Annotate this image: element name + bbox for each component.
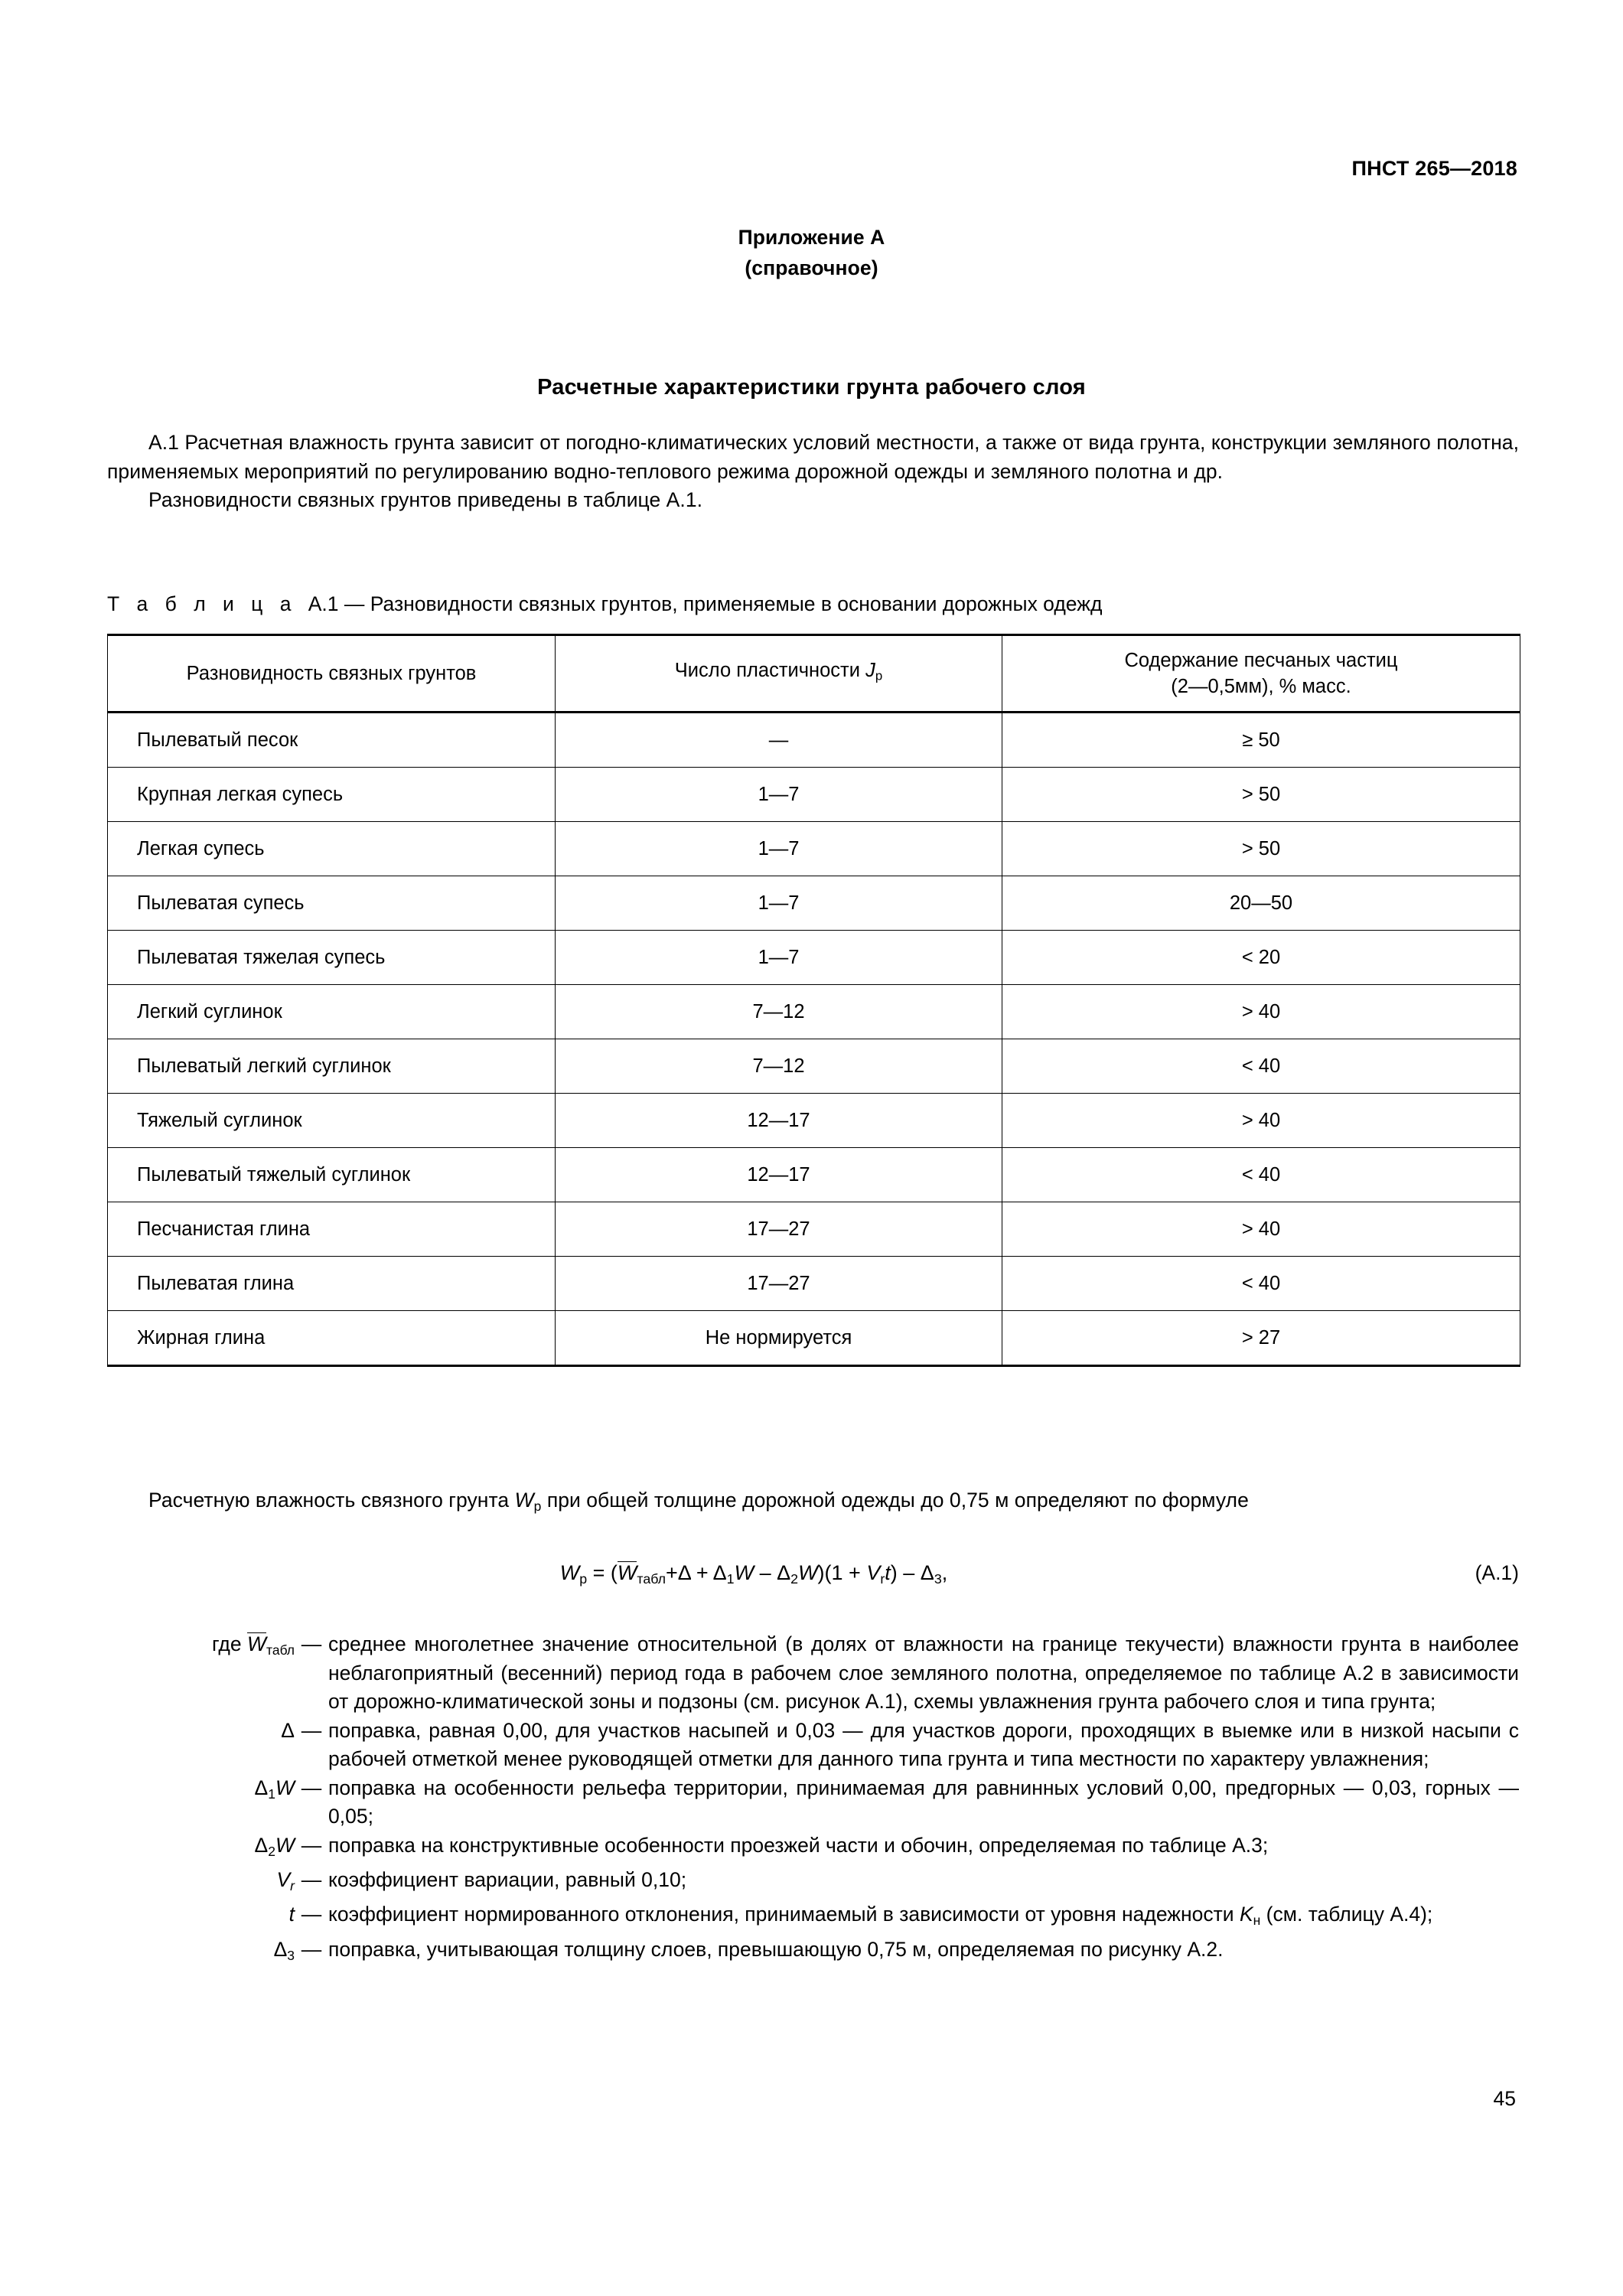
running-header: ПНСТ 265—2018	[1351, 157, 1517, 180]
definition-term: $\Delta_2W$	[254, 1833, 295, 1859]
table-row	[108, 931, 1520, 985]
definition-term: где $W_{табл}$	[211, 1632, 295, 1658]
table-row	[108, 985, 1520, 1039]
formula-minus: – Δ	[754, 1561, 791, 1584]
formula-close: )(1 +	[817, 1561, 867, 1584]
formula-lhs-var: W	[559, 1561, 580, 1584]
cell-soil-type: Тяжелый суглинок	[108, 1094, 556, 1148]
w-symbol: W	[514, 1489, 534, 1512]
formula-v-sub: r	[880, 1570, 885, 1587]
formula-sub3: 3	[934, 1570, 942, 1587]
cell-soil-type: Пылеватый легкий суглинок	[108, 1039, 556, 1094]
formula-tail: ) – Δ	[890, 1561, 934, 1584]
after-table-part1: Расчетную влажность связного грунта	[148, 1489, 515, 1512]
formula-t-var: t	[885, 1561, 891, 1584]
cell-plasticity: —	[556, 713, 1002, 768]
cell-soil-type: Пылеватая тяжелая супесь	[108, 931, 556, 985]
table-caption-rest: А.1 — Разновидности связных грунтов, применяемые в основании дорожных одежд	[308, 592, 1103, 615]
cell-plasticity: 17—27	[556, 1257, 1002, 1311]
annex-label: Приложение А	[738, 226, 885, 249]
formula-comma: ,	[941, 1561, 948, 1584]
plasticity-symbol-subscript: p	[875, 668, 883, 683]
table-row	[108, 768, 1520, 822]
column-header-sand-line2: (2—0,5мм), % масс.	[1171, 676, 1351, 697]
formula-w2: W	[798, 1561, 818, 1584]
cell-soil-type: Пылеватый тяжелый суглинок	[108, 1148, 556, 1202]
definition-item	[107, 1900, 1519, 1935]
definition-text: поправка, равная 0,00, для участков насыпей и 0,03 — для участков дороги, проходящих в выемке или в низкой насыпи с рабочей отметкой менее руководящей отметки для данного типа грунта и типа местности по характеру увлажнения;	[328, 1718, 1519, 1770]
definition-term: $\Delta_1W$	[254, 1776, 295, 1802]
after-table-part2: при общей толщине дорожной одежды до 0,75 м определяют по формуле	[541, 1489, 1249, 1512]
formula-sub2: 2	[790, 1570, 799, 1587]
definition-lead-word: где	[211, 1632, 242, 1655]
annex-kind: (справочное)	[745, 256, 878, 279]
definition-text: коэффициент вариации, равный 0,10;	[328, 1867, 687, 1891]
column-header-plasticity-text: Число пластичности	[674, 660, 860, 682]
definition-text: поправка на особенности рельефа территории, принимаемая для равнинных условий 0,00, предгорных — 0,03, горных — 0,05;	[328, 1776, 1519, 1828]
k-symbol-subscript: н	[1253, 1913, 1261, 1929]
definition-text: поправка, учитывающая толщину слоев, превышающую 0,75 м, определяемая по рисунку А.2.	[328, 1937, 1224, 1961]
cell-plasticity: 7—12	[556, 1039, 1002, 1094]
intro-section	[107, 429, 1519, 515]
column-header-soil-type: Разновидность связных грунтов	[108, 635, 556, 713]
cell-sand: < 20	[1002, 931, 1520, 985]
column-header-sand-content	[1002, 635, 1520, 713]
after-table-section	[107, 1486, 1519, 1521]
definition-dash: —	[301, 1903, 322, 1926]
plasticity-symbol: J	[865, 660, 875, 682]
cell-soil-type: Пылеватая глина	[108, 1257, 556, 1311]
cell-sand: 20—50	[1002, 876, 1520, 931]
cell-sand: < 40	[1002, 1148, 1520, 1202]
definition-term: $\Delta_3$	[273, 1937, 295, 1963]
definition-term: Δ	[281, 1718, 295, 1742]
cell-soil-type: Крупная легкая супесь	[108, 768, 556, 822]
annex-heading-block	[0, 222, 1623, 283]
cell-plasticity: 1—7	[556, 876, 1002, 931]
cell-soil-type: Песчанистая глина	[108, 1202, 556, 1257]
definition-dash: —	[301, 1776, 322, 1799]
cell-sand: > 50	[1002, 768, 1520, 822]
definition-text: среднее многолетнее значение относительной (в долях от влажности на границе текучести) влажности грунта в наиболее неблагоприятный (весенний) период года в рабочем слое земляного полотна, определяемое по таблице А.2 в зависимости от дорожно-климатической зоны и подзоны (см. рисунок А.1), схемы увлажнения грунта рабочего слоя и типа грунта;	[328, 1632, 1519, 1713]
definition-item	[107, 1717, 1519, 1774]
table-row	[108, 822, 1520, 876]
cell-sand: > 40	[1002, 985, 1520, 1039]
formula-wtabl-var: W	[617, 1561, 637, 1584]
cell-sand: > 27	[1002, 1311, 1520, 1366]
formula-mid1: +Δ + Δ	[666, 1561, 727, 1584]
table-row	[108, 1202, 1520, 1257]
definition-item	[107, 1936, 1519, 1970]
cell-soil-type: Пылеватая супесь	[108, 876, 556, 931]
cell-plasticity: 1—7	[556, 768, 1002, 822]
definition-term: t	[288, 1903, 295, 1926]
definition-item	[107, 1774, 1519, 1831]
cell-soil-type: Жирная глина	[108, 1311, 556, 1366]
definition-list	[107, 1630, 1519, 1970]
column-header-sand-line1: Содержание песчаных частиц	[1124, 650, 1398, 671]
cell-sand: < 40	[1002, 1039, 1520, 1094]
cell-sand: > 40	[1002, 1094, 1520, 1148]
table-row	[108, 1094, 1520, 1148]
table-row	[108, 1257, 1520, 1311]
formula-v-var: V	[866, 1561, 881, 1584]
table-row	[108, 1039, 1520, 1094]
table-caption-word: Т а б л и ц а	[107, 592, 297, 615]
formula-w1: W	[734, 1561, 754, 1584]
k-symbol: K	[1239, 1903, 1253, 1926]
cell-sand: > 40	[1002, 1202, 1520, 1257]
table-row	[108, 1148, 1520, 1202]
cell-soil-type: Легкая супесь	[108, 822, 556, 876]
cell-plasticity: 12—17	[556, 1148, 1002, 1202]
definition-dash: —	[301, 1833, 322, 1857]
page-title: Расчетные характеристики грунта рабочего слоя	[537, 375, 1086, 400]
cell-plasticity: 12—17	[556, 1094, 1002, 1148]
cell-plasticity: 1—7	[556, 822, 1002, 876]
definition-text: поправка на конструктивные особенности проезжей части и обочин, определяемая по таблице А.3;	[328, 1833, 1269, 1857]
table-body	[108, 713, 1520, 1366]
table-a1	[107, 634, 1520, 1367]
w-symbol-subscript: р	[533, 1498, 542, 1514]
definition-item	[107, 1831, 1519, 1866]
definition-item	[107, 1630, 1519, 1717]
cell-soil-type: Легкий суглинок	[108, 985, 556, 1039]
table-row	[108, 713, 1520, 768]
after-table-paragraph	[107, 1486, 1519, 1521]
formula-sub1: 1	[726, 1570, 735, 1587]
definition-text: коэффициент нормированного отклонения, принимаемый в зависимости от уровня надежности $K_н$ (см. таблицу А.4);	[328, 1903, 1433, 1929]
cell-sand: ≥ 50	[1002, 713, 1520, 768]
table-row	[108, 1311, 1520, 1366]
formula-row	[107, 1561, 1519, 1604]
cell-plasticity: Не нормируется	[556, 1311, 1002, 1366]
formula-a1	[107, 1561, 1400, 1587]
table-header-row	[108, 635, 1520, 713]
cell-sand: < 40	[1002, 1257, 1520, 1311]
clause-a1-follow-paragraph: Разновидности связных грунтов приведены в таблице А.1.	[148, 488, 703, 511]
table-row	[108, 876, 1520, 931]
definition-term: $V_r$	[276, 1867, 295, 1893]
formula-wtabl-sub: табл	[637, 1570, 666, 1587]
definition-item	[107, 1866, 1519, 1900]
definition-dash: —	[301, 1632, 322, 1655]
formula-lhs-sub: р	[579, 1570, 588, 1587]
definition-dash: —	[301, 1718, 322, 1742]
cell-soil-type: Пылеватый песок	[108, 713, 556, 768]
formula-eq: = (	[587, 1561, 618, 1584]
cell-plasticity: 1—7	[556, 931, 1002, 985]
cell-plasticity: 17—27	[556, 1202, 1002, 1257]
formula-number: (А.1)	[1475, 1561, 1519, 1584]
page-number: 45	[1493, 2087, 1516, 2110]
table-caption	[107, 591, 1102, 617]
cell-sand: > 50	[1002, 822, 1520, 876]
table-a1-wrapper	[107, 634, 1520, 1367]
clause-a1-paragraph: А.1 Расчетная влажность грунта зависит от погодно-климатических условий местности, а также от вида грунта, конструкции земляного полотна, применяемых мероприятий по регулированию водно-теплового режима дорожной одежды и земляного полотна и др.	[107, 431, 1519, 483]
definition-dash: —	[301, 1937, 322, 1961]
definition-dash: —	[301, 1867, 322, 1891]
cell-plasticity: 7—12	[556, 985, 1002, 1039]
column-header-plasticity	[556, 635, 1002, 713]
